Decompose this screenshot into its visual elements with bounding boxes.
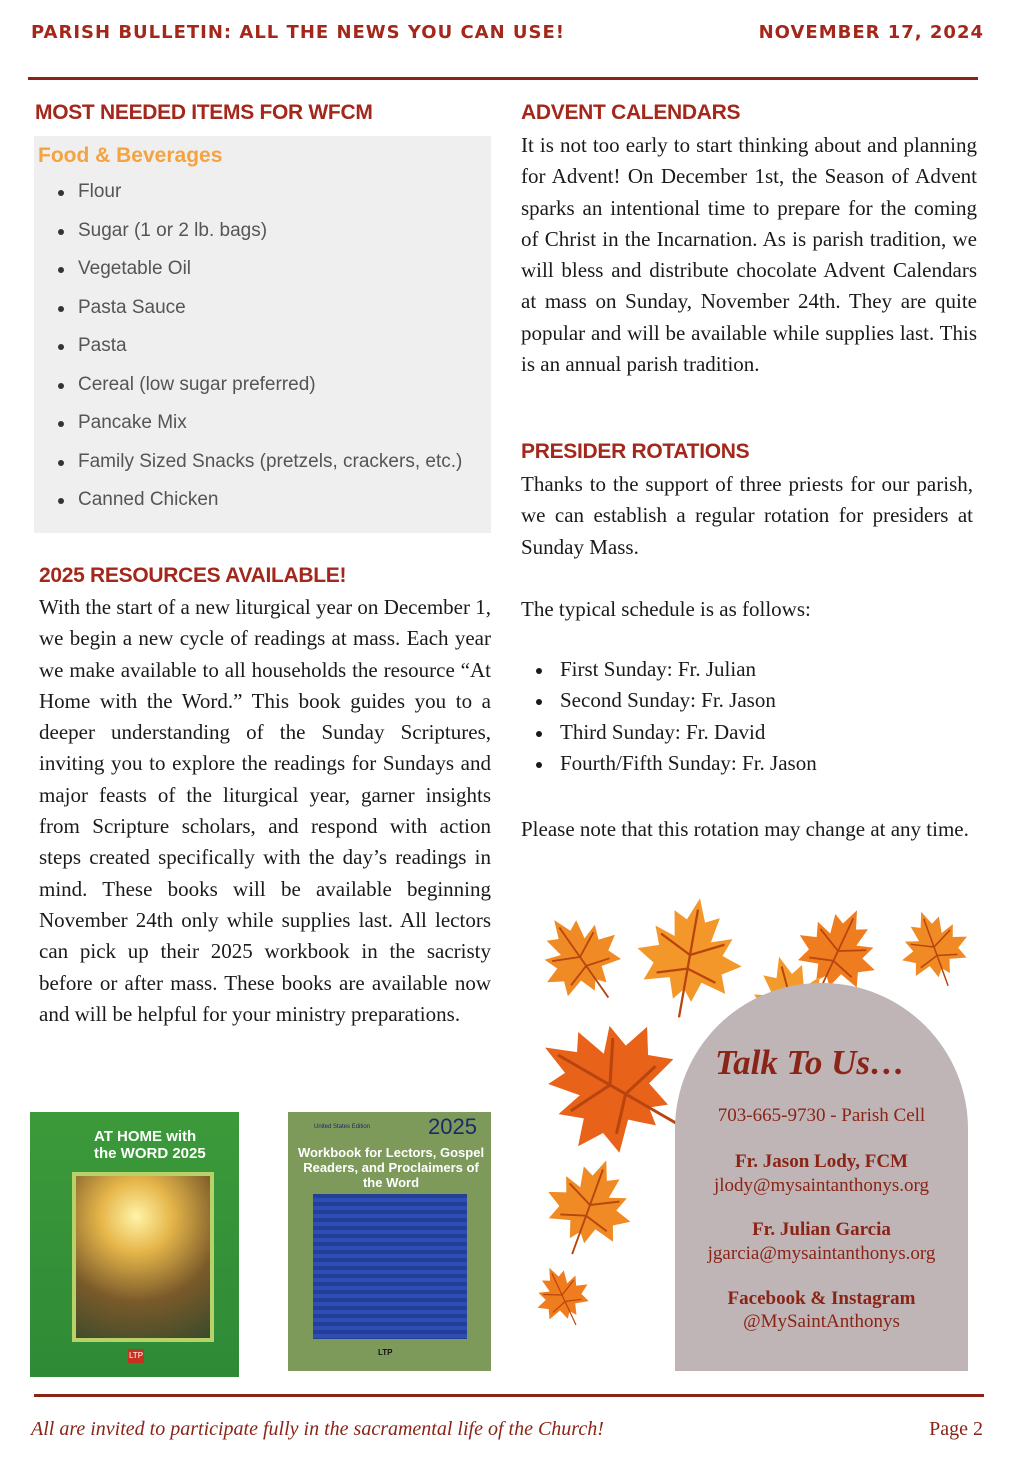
list-item: Pasta	[34, 335, 462, 374]
book1-title	[94, 1128, 234, 1162]
list-item: Third Sunday: Fr. David	[521, 720, 817, 751]
maple-leaf-icon	[889, 900, 980, 998]
list-item: Vegetable Oil	[34, 258, 462, 297]
food-box	[34, 136, 491, 533]
book2-edition: United States Edition	[314, 1124, 371, 1130]
list-item: Pasta Sauce	[34, 297, 462, 336]
presider-body: Thanks to the support of three priests for our parish, we can establish a regular rotation for presiders at Sunday Mass.	[521, 472, 973, 559]
book2-title: Workbook for Lectors, Gospel Readers, and Proclaimers of the Word	[297, 1145, 485, 1190]
advent-heading: ADVENT CALENDARS	[521, 101, 741, 124]
maple-leaf-icon	[627, 895, 752, 1026]
book1-illustration	[72, 1172, 214, 1342]
resources-body: With the start of a new liturgical year on December 1, we begin a new cycle of readings at mass. Each year we make available to all households the resource “At Home with the Word.” This book guides you to a deeper understanding of the Sunday Scriptures, inviting you to explore the readings for Sundays and major feasts of the liturgical year, garner insights from Scripture scholars, and respond with action steps created specifically with the day’s readings in mind. These books will be available beginning November 24th only while supplies last. All lectors can pick up their 2025 workbook in the sacristy before or after mass. These books are available now and will be helpful for your ministry preparations.	[39, 595, 491, 1026]
social-name: Facebook & Instagram	[727, 1288, 916, 1309]
contact1-name: Fr. Jason Lody, FCM	[735, 1151, 908, 1172]
talk-to-us-card	[675, 983, 968, 1371]
list-item: Fourth/Fifth Sunday: Fr. Jason	[521, 751, 817, 782]
footer-divider	[34, 1394, 984, 1397]
book1-title-line2: the WORD 2025	[94, 1145, 206, 1162]
bulletin-date: NOVEMBER 17, 2024	[758, 22, 984, 43]
talk-title: Talk To Us…	[715, 1043, 905, 1082]
list-item: First Sunday: Fr. Julian	[521, 657, 817, 688]
schedule-intro: The typical schedule is as follows:	[521, 597, 811, 621]
maple-leaf-icon	[531, 1145, 647, 1269]
list-item: Pancake Mix	[34, 412, 462, 451]
list-item: Canned Chicken	[34, 489, 462, 528]
rotation-note: Please note that this rotation may change at any time.	[521, 817, 969, 841]
book2-year: 2025	[428, 1114, 477, 1139]
schedule-list	[521, 657, 817, 782]
book2-text-pattern	[313, 1194, 467, 1339]
contact2-email: jgarcia@mysaintanthonys.org	[707, 1243, 936, 1264]
maple-leaf-icon	[524, 1256, 601, 1336]
parish-phone: 703-665-9730 - Parish Cell	[717, 1105, 926, 1126]
bulletin-title: PARISH BULLETIN: ALL THE NEWS YOU CAN USE!	[31, 22, 566, 43]
page-number: Page 2	[929, 1418, 983, 1440]
book2-publisher-logo: LTP	[378, 1348, 393, 1357]
workbook-for-lectors-cover	[288, 1112, 491, 1371]
contact2-name: Fr. Julian Garcia	[752, 1219, 891, 1240]
book1-publisher-logo: LTP	[128, 1349, 144, 1363]
list-item: Family Sized Snacks (pretzels, crackers, etc.)	[34, 451, 462, 490]
at-home-with-the-word-cover	[30, 1112, 239, 1377]
maple-leaf-icon	[520, 896, 642, 1021]
food-category-title: Food & Beverages	[38, 144, 223, 167]
list-item: Sugar (1 or 2 lb. bags)	[34, 220, 462, 259]
contact1-email: jlody@mysaintanthonys.org	[713, 1175, 930, 1196]
header-divider	[28, 77, 978, 80]
list-item: Cereal (low sugar preferred)	[34, 374, 462, 413]
social-handle: @MySaintAnthonys	[743, 1311, 900, 1332]
resources-heading: 2025 RESOURCES AVAILABLE!	[39, 564, 347, 587]
advent-body: It is not too early to start thinking about and planning for Advent! On December 1st, the Season of Advent sparks an intentional time to prepare for the coming of Christ in the Incarnation. As is parish tradition, we will bless and distribute chocolate Advent Calendars at mass on Sunday, November 24th. They are quite popular and will be available while supplies last. This is an annual parish tradition.	[521, 133, 977, 377]
list-item: Flour	[34, 181, 462, 220]
list-item: Second Sunday: Fr. Jason	[521, 688, 817, 719]
presider-heading: PRESIDER ROTATIONS	[521, 440, 750, 463]
most-needed-heading: MOST NEEDED ITEMS FOR WFCM	[35, 101, 373, 124]
food-list	[34, 181, 462, 528]
book1-title-line1: AT HOME with	[94, 1128, 197, 1145]
footer-tagline: All are invited to participate fully in the sacramental life of the Church!	[31, 1418, 604, 1440]
